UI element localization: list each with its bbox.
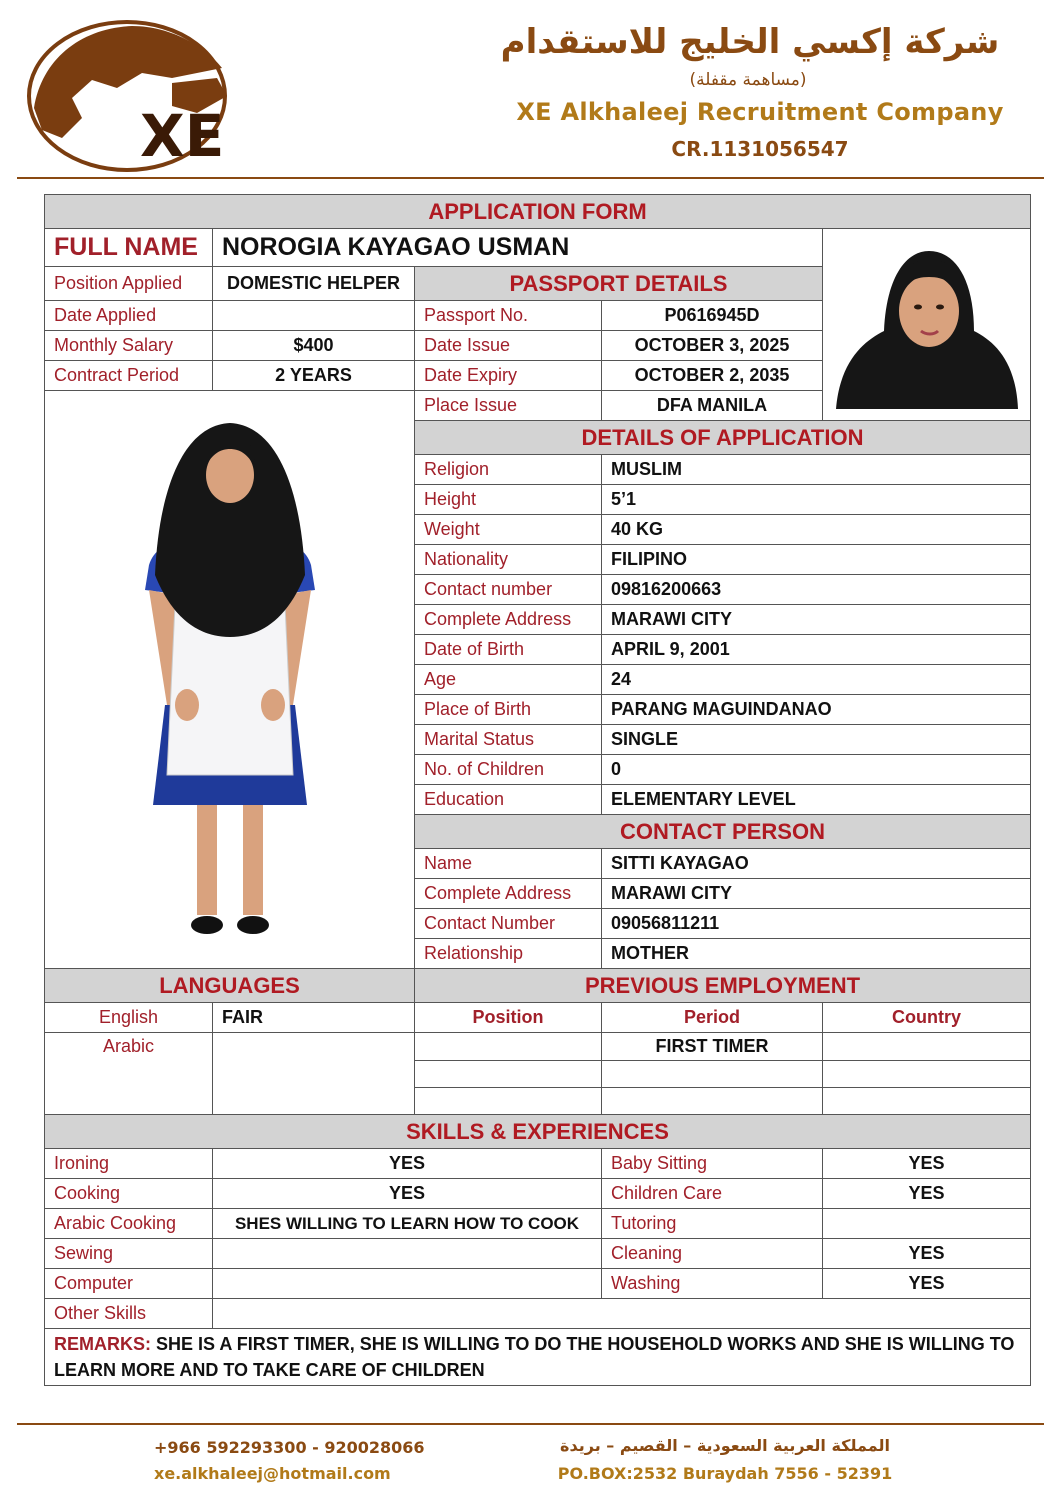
place-issue-label: Place Issue	[415, 391, 602, 421]
employment-cell	[823, 1061, 1031, 1088]
company-name-english: XE Alkhaleej Recruitment Company	[516, 98, 1004, 126]
employment-cell	[415, 1033, 602, 1061]
headshot-image	[834, 241, 1020, 409]
skill-label: Computer	[45, 1269, 213, 1299]
full-name-value: NOROGIA KAYAGAO USMAN	[213, 229, 823, 267]
skill-value: YES	[823, 1149, 1031, 1179]
employment-header-position: Position	[415, 1003, 602, 1033]
details-value: 24	[602, 665, 1031, 695]
details-value: FILIPINO	[602, 545, 1031, 575]
details-value: PARANG MAGUINDANAO	[602, 695, 1031, 725]
details-label: Weight	[415, 515, 602, 545]
details-value: 09816200663	[602, 575, 1031, 605]
skill-value: YES	[823, 1179, 1031, 1209]
date-applied-value	[213, 301, 415, 331]
employment-cell	[823, 1088, 1031, 1115]
details-label: No. of Children	[415, 755, 602, 785]
skill-label: Cooking	[45, 1179, 213, 1209]
skill-value: YES	[823, 1269, 1031, 1299]
employment-cell	[415, 1088, 602, 1115]
details-label: Contact number	[415, 575, 602, 605]
company-logo	[22, 18, 262, 173]
languages-heading: LANGUAGES	[45, 969, 415, 1003]
date-applied-label: Date Applied	[45, 301, 213, 331]
skill-value: YES	[213, 1149, 602, 1179]
passport-no-value: P0616945D	[602, 301, 823, 331]
full-body-image	[135, 405, 325, 955]
details-label: Age	[415, 665, 602, 695]
company-type-arabic: (مساهمة مقفلة)	[689, 70, 807, 90]
full-name-label: FULL NAME	[45, 229, 213, 267]
header-divider	[17, 177, 1044, 179]
details-value: 0	[602, 755, 1031, 785]
date-expiry-label: Date Expiry	[415, 361, 602, 391]
monthly-salary-value: $400	[213, 331, 415, 361]
letterhead	[0, 0, 1058, 180]
logo-letters: XE	[140, 102, 225, 170]
skill-label: Children Care	[602, 1179, 823, 1209]
previous-employment-heading: PREVIOUS EMPLOYMENT	[415, 969, 1031, 1003]
details-label: Education	[415, 785, 602, 815]
monthly-salary-label: Monthly Salary	[45, 331, 213, 361]
passport-no-label: Passport No.	[415, 301, 602, 331]
footer-address-arabic: المملكة العربية السعودية – القصيم – بريدة	[560, 1436, 890, 1455]
skill-value: SHES WILLING TO LEARN HOW TO COOK	[213, 1209, 602, 1239]
language-value: FAIR	[213, 1003, 415, 1033]
skill-label: Sewing	[45, 1239, 213, 1269]
details-value: MUSLIM	[602, 455, 1031, 485]
contact-label: Relationship	[415, 939, 602, 969]
contact-person-heading: CONTACT PERSON	[415, 815, 1031, 849]
details-heading: DETAILS OF APPLICATION	[415, 421, 1031, 455]
language-label: Arabic	[45, 1033, 213, 1115]
employment-cell	[415, 1061, 602, 1088]
details-label: Date of Birth	[415, 635, 602, 665]
commercial-registration: CR.1131056547	[671, 137, 849, 161]
remarks-text: SHE IS A FIRST TIMER, SHE IS WILLING TO DO THE HOUSEHOLD WORKS AND SHE IS WILLING TO LEARN MORE AND TO TAKE CARE OF CHILDREN	[54, 1334, 1015, 1380]
contact-value: 09056811211	[602, 909, 1031, 939]
details-value: SINGLE	[602, 725, 1031, 755]
contact-label: Contact Number	[415, 909, 602, 939]
skill-value: YES	[823, 1239, 1031, 1269]
skill-label: Washing	[602, 1269, 823, 1299]
footer-po-box: PO.BOX:2532 Buraydah 7556 - 52391	[557, 1464, 893, 1483]
skill-label: Arabic Cooking	[45, 1209, 213, 1239]
employment-cell: FIRST TIMER	[602, 1033, 823, 1061]
employment-header-period: Period	[602, 1003, 823, 1033]
details-label: Complete Address	[415, 605, 602, 635]
contact-value: MOTHER	[602, 939, 1031, 969]
remarks-label: REMARKS:	[54, 1334, 151, 1354]
employment-cell	[823, 1033, 1031, 1061]
details-value: MARAWI CITY	[602, 605, 1031, 635]
contact-label: Name	[415, 849, 602, 879]
application-form	[44, 194, 1031, 1386]
employment-cell	[602, 1061, 823, 1088]
employment-cell	[602, 1088, 823, 1115]
skill-value	[213, 1269, 602, 1299]
full-body-photo	[45, 391, 415, 969]
details-label: Marital Status	[415, 725, 602, 755]
other-skills-label: Other Skills	[45, 1299, 213, 1329]
details-value: 40 KG	[602, 515, 1031, 545]
footer-divider	[17, 1423, 1044, 1425]
footer-email: xe.alkhaleej@hotmail.com	[154, 1464, 391, 1483]
position-applied-label: Position Applied	[45, 267, 213, 301]
contact-label: Complete Address	[415, 879, 602, 909]
contract-period-value: 2 YEARS	[213, 361, 415, 391]
details-value: ELEMENTARY LEVEL	[602, 785, 1031, 815]
details-value: APRIL 9, 2001	[602, 635, 1031, 665]
date-issue-label: Date Issue	[415, 331, 602, 361]
skill-label: Baby Sitting	[602, 1149, 823, 1179]
details-label: Height	[415, 485, 602, 515]
position-applied-value: DOMESTIC HELPER	[213, 267, 415, 301]
date-expiry-value: OCTOBER 2, 2035	[602, 361, 823, 391]
other-skills-value	[213, 1299, 1031, 1329]
remarks	[45, 1329, 1031, 1386]
details-label: Place of Birth	[415, 695, 602, 725]
passport-photo	[823, 229, 1031, 421]
contract-period-label: Contract Period	[45, 361, 213, 391]
skill-label: Ironing	[45, 1149, 213, 1179]
contact-value: SITTI KAYAGAO	[602, 849, 1031, 879]
skill-value: YES	[213, 1179, 602, 1209]
skill-label: Tutoring	[602, 1209, 823, 1239]
footer-phone: +966 592293300 - 920028066	[154, 1438, 425, 1457]
contact-value: MARAWI CITY	[602, 879, 1031, 909]
details-label: Religion	[415, 455, 602, 485]
skill-value	[213, 1239, 602, 1269]
details-label: Nationality	[415, 545, 602, 575]
skill-label: Cleaning	[602, 1239, 823, 1269]
skill-value	[823, 1209, 1031, 1239]
form-title: APPLICATION FORM	[45, 195, 1031, 229]
passport-details-heading: PASSPORT DETAILS	[415, 267, 823, 301]
details-value: 5’1	[602, 485, 1031, 515]
company-name-arabic: شركة إكسي الخليج للاستقدام	[500, 22, 1000, 62]
employment-header-country: Country	[823, 1003, 1031, 1033]
place-issue-value: DFA MANILA	[602, 391, 823, 421]
date-issue-value: OCTOBER 3, 2025	[602, 331, 823, 361]
skills-heading: SKILLS & EXPERIENCES	[45, 1115, 1031, 1149]
language-value	[213, 1033, 415, 1115]
language-label: English	[45, 1003, 213, 1033]
